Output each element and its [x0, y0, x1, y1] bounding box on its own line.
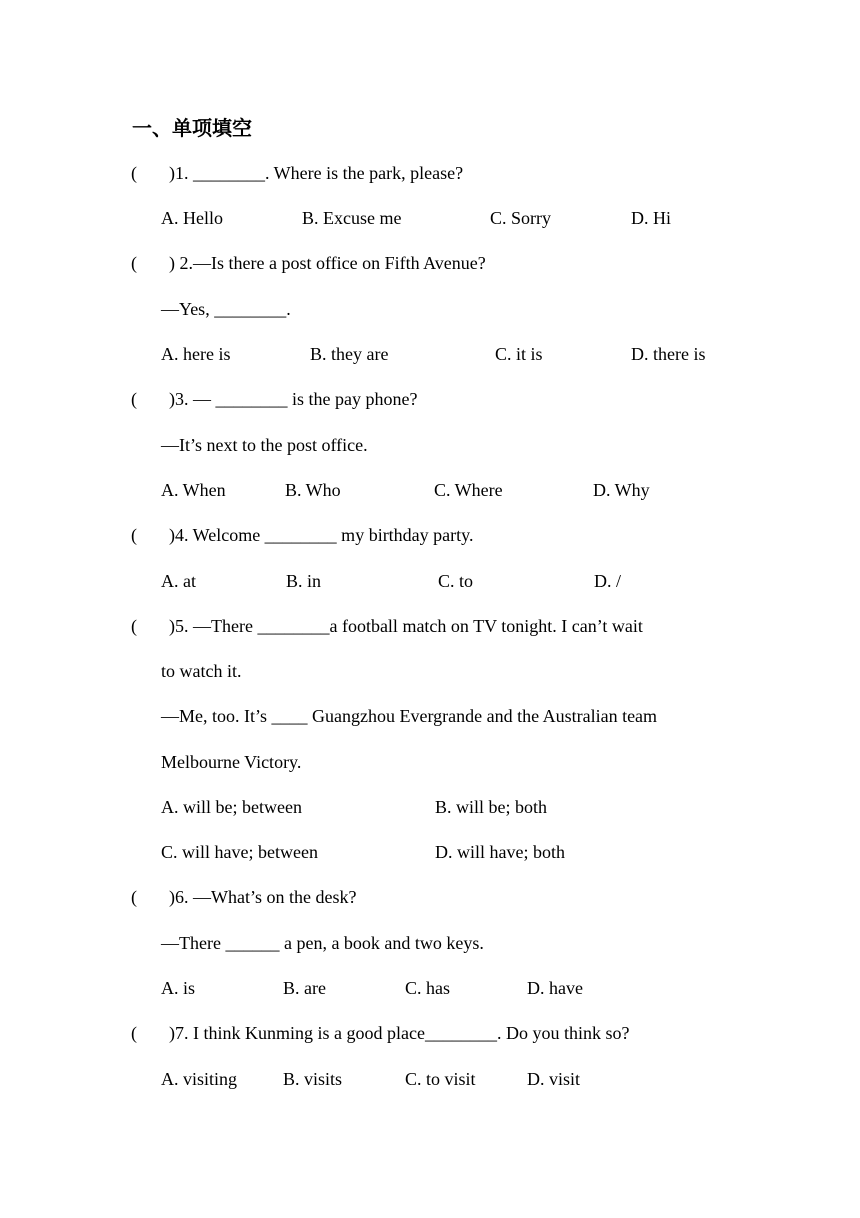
- option-d: D. Hi: [631, 208, 671, 228]
- option-b: B. will be; both: [435, 797, 547, 817]
- question-stem: )4. Welcome ________ my birthday party.: [169, 525, 474, 545]
- option-a: A. will be; between: [161, 797, 302, 817]
- question-line: —There ______ a pen, a book and two keys.: [161, 933, 484, 953]
- option-c: C. to: [438, 571, 474, 591]
- question-line: to watch it.: [161, 661, 242, 681]
- option-d: D. Why: [593, 480, 650, 500]
- option-a: A. Hello: [161, 208, 223, 228]
- answer-paren: (: [131, 525, 137, 545]
- option-c: C. Where: [434, 480, 503, 500]
- option-b: B. are: [283, 978, 326, 998]
- answer-paren: (: [131, 616, 137, 636]
- question-stem: ) 2.—Is there a post office on Fifth Avenue?: [169, 253, 486, 273]
- option-d: D. have: [527, 978, 583, 998]
- question-stem: )6. —What’s on the desk?: [169, 887, 357, 907]
- question-line: —Yes, ________.: [161, 299, 291, 319]
- question-stem: )1. ________. Where is the park, please?: [169, 163, 464, 183]
- option-b: B. they are: [310, 344, 389, 364]
- answer-paren: (: [131, 1023, 137, 1043]
- option-a: A. here is: [161, 344, 231, 364]
- option-c: C. it is: [495, 344, 543, 364]
- answer-paren: (: [131, 163, 137, 183]
- option-d: D. will have; both: [435, 842, 565, 862]
- option-a: A. visiting: [161, 1069, 238, 1089]
- option-c: C. Sorry: [490, 208, 552, 228]
- option-a: A. is: [161, 978, 196, 998]
- question-stem: )7. I think Kunming is a good place________. Do you think so?: [169, 1023, 630, 1043]
- option-b: B. visits: [283, 1069, 343, 1089]
- answer-paren: (: [131, 887, 137, 907]
- option-b: B. in: [286, 571, 322, 591]
- section-title: 一、单项填空: [132, 116, 252, 140]
- option-d: D. /: [594, 571, 621, 591]
- question-line: Melbourne Victory.: [161, 752, 302, 772]
- option-d: D. there is: [631, 344, 706, 364]
- option-a: A. at: [161, 571, 196, 591]
- option-b: B. Who: [285, 480, 341, 500]
- option-c: C. to visit: [405, 1069, 476, 1089]
- answer-paren: (: [131, 253, 137, 273]
- option-a: A. When: [161, 480, 226, 500]
- question-stem: )5. —There ________a football match on TV tonight. I can’t wait: [169, 616, 643, 636]
- option-d: D. visit: [527, 1069, 581, 1089]
- answer-paren: (: [131, 389, 137, 409]
- question-line: —Me, too. It’s ____ Guangzhou Evergrande and the Australian team: [161, 706, 658, 726]
- option-b: B. Excuse me: [302, 208, 402, 228]
- option-c: C. has: [405, 978, 450, 998]
- question-stem: )3. — ________ is the pay phone?: [169, 389, 418, 409]
- question-line: —It’s next to the post office.: [161, 435, 368, 455]
- option-c: C. will have; between: [161, 842, 318, 862]
